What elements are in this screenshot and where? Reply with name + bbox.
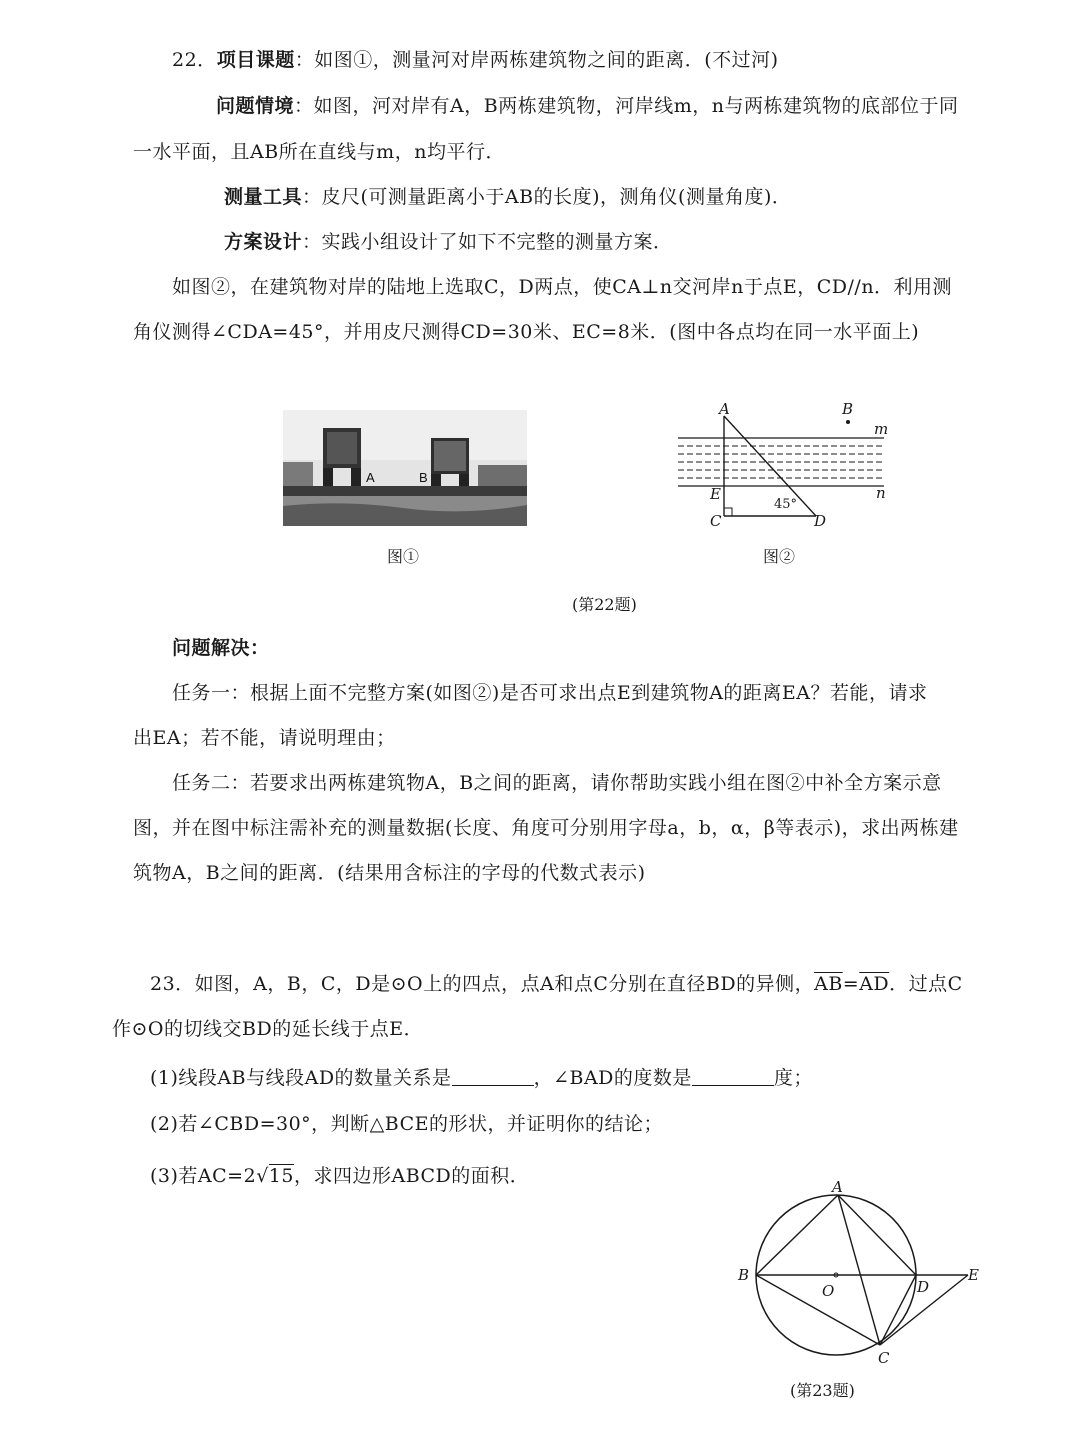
q22-title <box>172 47 779 73</box>
q23-eq: = <box>842 973 860 995</box>
q22-title-label: 项目课题 <box>216 49 295 71</box>
fig2-label-b: B <box>842 400 854 418</box>
q23-part1 <box>150 1065 813 1091</box>
q22-number: 22． <box>172 49 217 71</box>
q22-solve-label: 问题解决： <box>172 637 270 659</box>
q23-line1-b: ．过点C <box>889 973 963 995</box>
fig2-label-d: D <box>814 512 827 530</box>
fig1-label-b: B <box>419 470 428 485</box>
fig2-caption: 图② <box>763 547 796 566</box>
q23-part1-c: 度； <box>773 1067 813 1089</box>
q22-task2-line1: 任务二：若要求出两栋建筑物A，B之间的距离，请你帮助实践小组在图②中补全方案示意 <box>172 772 942 794</box>
q23-blank-1 <box>452 1067 534 1086</box>
q22-plan-text: ：实践小组设计了如下不完整的测量方案． <box>302 231 673 253</box>
fig2-label-e: E <box>710 485 721 503</box>
q23-part1-b: ，∠BAD的度数是 <box>533 1067 692 1089</box>
q22-title-text: ：如图①，测量河对岸两栋建筑物之间的距离．(不过河) <box>294 49 779 71</box>
q23-line1 <box>150 971 963 997</box>
q22-tools-text: ：皮尺(可测量距离小于AB的长度)，测角仪(测量角度)． <box>302 186 792 208</box>
q23-part3-b: ，求四边形ABCD的面积． <box>293 1165 530 1187</box>
q22-task2-line3: 筑物A，B之间的距离．(结果用含标注的字母的代数式表示) <box>133 862 646 884</box>
q22-plan <box>224 229 673 255</box>
q22-task2-line2: 图，并在图中标注需补充的测量数据(长度、角度可分别用字母a，b，α，β等表示)，求出两栋建 <box>133 817 959 839</box>
q22-figure-caption: (第22题) <box>572 595 637 614</box>
q23-blank-2 <box>692 1067 774 1086</box>
q22-situation-line1 <box>216 93 958 119</box>
q22-task1-line2: 出EA；若不能，请说明理由； <box>133 727 396 749</box>
fig1-caption: 图① <box>387 547 420 566</box>
q23-part3 <box>150 1163 529 1189</box>
fig23-label-b: B <box>738 1266 750 1284</box>
fig23-label-d: D <box>917 1278 930 1296</box>
q22-situation-line2: 一水平面，且AB所在直线与m，n均平行． <box>133 141 505 163</box>
fig1-photo <box>283 410 527 526</box>
fig23-diagram <box>730 1170 990 1370</box>
q22-situation-text1: ：如图，河对岸有A，B两栋建筑物，河岸线m，n与两栋建筑物的底部位于同 <box>294 95 959 117</box>
q23-part3-radicand: 15 <box>268 1165 294 1187</box>
fig23-label-c: C <box>878 1349 890 1367</box>
fig23-label-a: A <box>832 1178 843 1196</box>
q23-arc-ab: $\overline{AB}$ <box>814 973 843 995</box>
sqrt-symbol: √ <box>256 1165 269 1187</box>
q23-part3-a: (3)若AC=2 <box>150 1165 257 1187</box>
q23-part2: (2)若∠CBD=30°，判断△BCE的形状，并证明你的结论； <box>150 1113 663 1135</box>
q23-line2: 作⊙O的切线交BD的延长线于点E． <box>112 1018 424 1040</box>
fig1-photo-drawing <box>283 410 527 526</box>
fig2-label-angle: 45° <box>774 497 798 512</box>
fig2-label-c: C <box>710 512 722 530</box>
q22-tools-label: 测量工具 <box>224 186 303 208</box>
q22-plan-line1: 如图②，在建筑物对岸的陆地上选取C，D两点，使CA⊥n交河岸n于点E，CD//n．利用测 <box>172 276 953 298</box>
fig2-label-a: A <box>719 400 730 418</box>
q22-plan-line2: 角仪测得∠CDA=45°，并用皮尺测得CD=30米、EC=8米．(图中各点均在同一水平面上) <box>133 321 920 343</box>
fig1-label-a: A <box>366 470 375 485</box>
fig2-diagram <box>670 398 910 538</box>
q22-plan-label: 方案设计 <box>224 231 303 253</box>
q23-arc-ad: $\overline{AD}$ <box>859 973 890 995</box>
q23-line1-a: 23．如图，A，B，C，D是⊙O上的四点，点A和点C分别在直径BD的异侧， <box>150 973 815 995</box>
q23-figure-caption: (第23题) <box>790 1381 855 1400</box>
q22-tools <box>224 184 791 210</box>
fig2-label-m: m <box>874 420 889 438</box>
fig23-label-e: E <box>968 1266 979 1284</box>
q23-part1-a: (1)线段AB与线段AD的数量关系是 <box>150 1067 452 1089</box>
fig23-label-o: O <box>822 1282 835 1300</box>
fig2-label-n: n <box>876 484 886 502</box>
q22-task1-line1: 任务一：根据上面不完整方案(如图②)是否可求出点E到建筑物A的距离EA？若能，请求 <box>172 682 928 704</box>
q22-situation-label: 问题情境 <box>216 95 295 117</box>
